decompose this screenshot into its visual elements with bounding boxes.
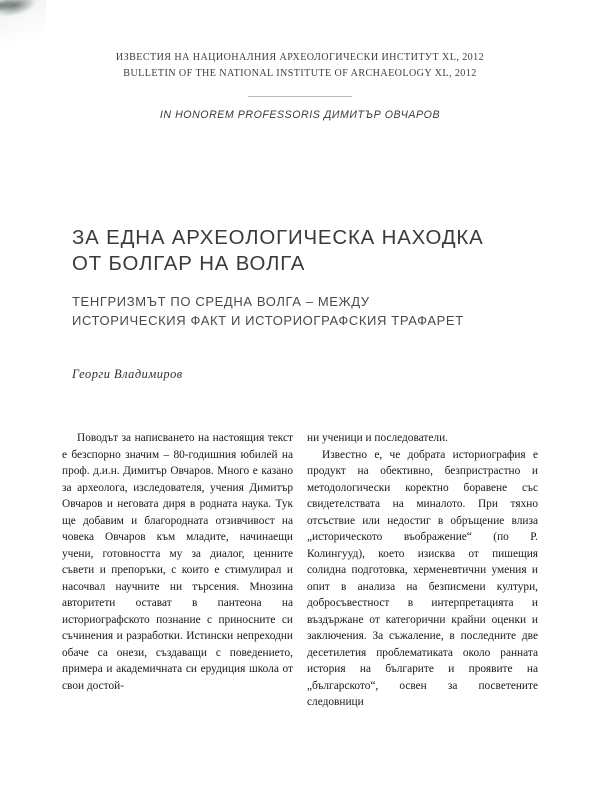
- journal-title-english: BULLETIN OF THE NATIONAL INSTITUTE OF ARCHAEOLOGY XL, 2012: [123, 68, 477, 80]
- article-subtitle-line-1: ТЕНГРИЗМЪТ ПО СРЕДНА ВОЛГА – МЕЖДУ: [72, 293, 370, 309]
- dedication-line: IN HONOREM PROFESSORIS ДИМИТЪР ОВЧАРОВ: [159, 108, 441, 121]
- article-subtitle: [72, 293, 540, 331]
- paragraph: Поводът за написването на настоящия текст е безспорно значим – 80-годишния юбилей на проф. д.и.н. Димитър Овчаров. Много е казано за археолога, изследователя, учения Димитър Овчаров и неговата диря в родната наука. Тук ще добавим и благородната отзивчивост на човека Овчаров към младите, начинаещи учени, готовността му за диалог, ценните съвети и препоръки, с които е стимулирал и насочвал научните ни търсения. Мнозина авторитети остават в пантеона на историографското познание с приносните си съчинения и разработки. Истински непреходни обаче са онези, създаващи с поведението, примера и академичната си ерудиция школа от свои достой-: [62, 432, 293, 692]
- body-columns: [62, 430, 538, 711]
- paragraph: Известно е, че добрата историография е продукт на обективно, безпристрастно и методологически коректно боравене със свидетелствата на миналото. При тяхно отсъствие или недостиг в обръщение влиза „историческото въображение“ (по Р. Колингууд), което изисква от пишещия солидна подготовка, херменевтични умения и опит в анализа на безписмени култури, добросъвестност в интерпретацията и въздържане от категорични крайни оценки и заключения. За съжаление, в последните две десетилетия проблематиката около ранната история на българите и проявите на „българското“, освен за посветените следовници: [307, 448, 538, 708]
- title-block: [72, 121, 540, 382]
- article-title: [72, 225, 540, 278]
- article-title-line-2: ОТ БОЛГАР НА ВОЛГА: [72, 253, 306, 276]
- header-divider-rule: [248, 96, 352, 97]
- article-title-line-1: ЗА ЕДНА АРХЕОЛОГИЧЕСКА НАХОДКА: [72, 226, 484, 249]
- journal-title-bulgarian: ИЗВЕСТИЯ НА НАЦИОНАЛНИЯ АРХЕОЛОГИЧЕСКИ ИНСТИТУТ XL, 2012: [115, 52, 485, 63]
- author-name: Георги Владимиров: [72, 366, 183, 381]
- body-column-left: [62, 430, 293, 711]
- journal-header: [0, 0, 600, 121]
- article-subtitle-line-2: ИСТОРИЧЕСКИЯ ФАКТ И ИСТОРИОГРАФСКИЯ ТРАФАРЕТ: [72, 312, 464, 328]
- body-column-right: [307, 430, 538, 711]
- paragraph: ни ученици и последователи.: [307, 432, 448, 444]
